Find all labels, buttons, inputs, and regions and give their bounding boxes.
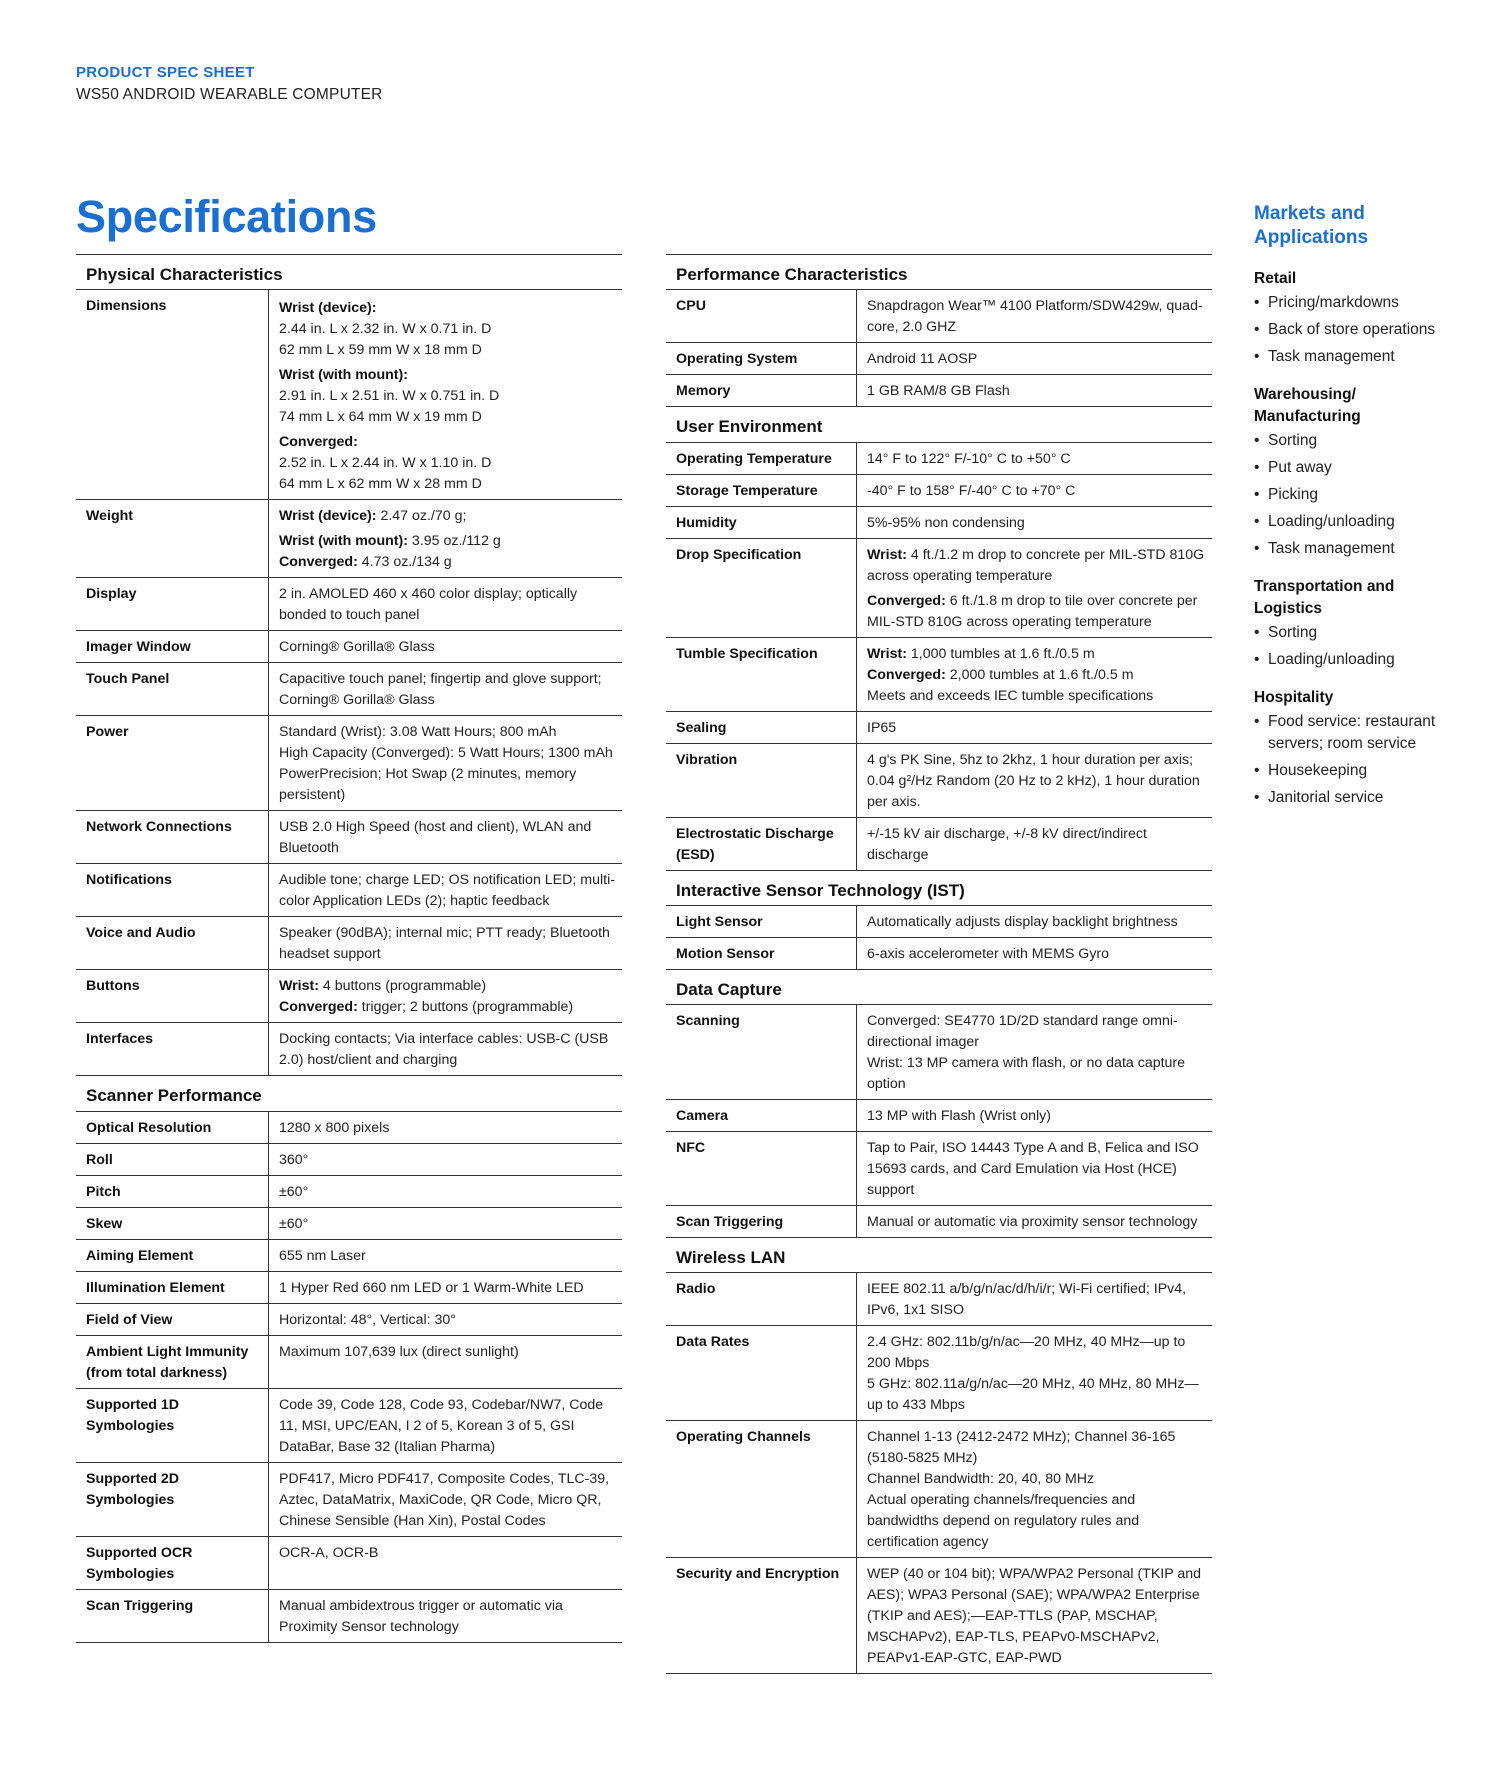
spec-value: 2 in. AMOLED 460 x 460 color display; optically bonded to touch panel (279, 586, 578, 624)
spec-row-esd (666, 818, 1212, 871)
spec-label: Operating Temperature (666, 443, 857, 474)
spec-row-aiming (76, 1240, 622, 1272)
spec-label: Weight (76, 500, 269, 577)
spec-label: Scanning (666, 1005, 857, 1099)
spec-row-sym2d (76, 1463, 622, 1537)
spec-value: PDF417, Micro PDF417, Composite Codes, TLC-39, Aztec, DataMatrix, MaxiCode, QR Code, Micro QR, Chinese Sensible (Han Xin), Postal Codes (279, 1470, 610, 1529)
spec-label: Display (76, 578, 269, 630)
spec-value: Android 11 AOSP (867, 351, 978, 368)
market-item: • Loading/unloading (1254, 649, 1454, 671)
market-heading: Warehousing/ Manufacturing (1254, 386, 1361, 425)
spec-row-network (76, 811, 622, 864)
spec-row-ocr (76, 1537, 622, 1590)
section-title-performance: Performance Characteristics (666, 254, 1212, 290)
spec-row-touch (76, 663, 622, 716)
spec-row-voice (76, 917, 622, 970)
market-item: • Janitorial service (1254, 787, 1454, 809)
market-item: • Food service: restaurant servers; room service (1254, 711, 1454, 755)
spec-value: 2.4 GHz: 802.11b/g/n/ac—20 MHz, 40 MHz—up to 200 Mbps 5 GHz: 802.11a/g/n/ac—20 MHz, 40 MHz, 80 MHz—up to 433 Mbps (867, 1334, 1199, 1414)
spec-value: +/-15 kV air discharge, +/-8 kV direct/indirect discharge (867, 825, 1147, 863)
spec-label: Motion Sensor (666, 938, 857, 969)
header-kicker: PRODUCT SPEC SHEET (76, 64, 255, 81)
section-title-data-capture: Data Capture (666, 970, 1212, 1005)
spec-label: Supported OCR Symbologies (76, 1537, 269, 1589)
spec-row-ambient (76, 1336, 622, 1389)
sidebar-title: Markets and Applications (1254, 203, 1369, 248)
spec-label: Operating Channels (666, 1421, 857, 1557)
spec-label: Sealing (666, 712, 857, 743)
spec-label: Supported 2D Symbologies (76, 1463, 269, 1536)
spec-value: IEEE 802.11 a/b/g/n/ac/d/h/i/r; Wi-Fi certified; IPv4, IPv6, 1x1 SISO (867, 1281, 1187, 1319)
spec-value: USB 2.0 High Speed (host and client), WLAN and Bluetooth (279, 819, 592, 857)
spec-label: Security and Encryption (666, 1558, 857, 1673)
spec-row-camera (666, 1100, 1212, 1132)
spec-row-nfc (666, 1132, 1212, 1206)
spec-value: Wrist (device): 2.44 in. L x 2.32 in. W x 0.71 in. D 62 mm L x 59 mm W x 18 mm D Wrist (with mount): 2.91 in. L x 2.51 in. W x 0.751 in. D 74 mm L x 64 mm W x 19 mm D Converged: 2.52 in. L x 2.44 in. W x 1.10 in. D 64 mm L x 62 mm W x 28 mm D (279, 300, 500, 493)
spec-value: 5%-95% non condensing (867, 514, 1025, 531)
spec-value: 655 nm Laser (279, 1247, 366, 1264)
spec-row-op-temp (666, 443, 1212, 475)
spec-value: Audible tone; charge LED; OS notification LED; multi-color Application LEDs (2); haptic feedback (279, 872, 615, 910)
spec-label: Interfaces (76, 1023, 269, 1075)
spec-label: Skew (76, 1208, 269, 1239)
spec-label: Pitch (76, 1176, 269, 1207)
spec-value: Capacitive touch panel; fingertip and glove support; Corning® Gorilla® Glass (279, 671, 602, 709)
spec-value: 6-axis accelerometer with MEMS Gyro (867, 945, 1110, 962)
spec-label: Field of View (76, 1304, 269, 1335)
market-item: • Sorting (1254, 622, 1454, 644)
spec-label: NFC (666, 1132, 857, 1205)
spec-value: ±60° (279, 1215, 309, 1232)
market-item: • Picking (1254, 484, 1454, 506)
spec-value: Standard (Wrist): 3.08 Watt Hours; 800 mAh High Capacity (Converged): 5 Watt Hours; 1300 mAh PowerPrecision; Hot Swap (2 minutes, memory persistent) (279, 724, 613, 804)
spec-row-scan-triggering (76, 1590, 622, 1643)
spec-value: 13 MP with Flash (Wrist only) (867, 1108, 1051, 1124)
spec-label: Power (76, 716, 269, 810)
spec-column-left (76, 254, 622, 1643)
spec-value: Code 39, Code 128, Code 93, Codebar/NW7, Code 11, MSI, UPC/EAN, I 2 of 5, Korean 3 of 5, GSI DataBar, Base 32 (Italian Pharma) (279, 1396, 604, 1455)
spec-row-skew (76, 1208, 622, 1240)
market-item: • Back of store operations (1254, 319, 1454, 341)
spec-value: Tap to Pair, ISO 14443 Type A and B, Felica and ISO 15693 cards, and Card Emulation via Host (HCE) support (867, 1140, 1199, 1198)
spec-value: Docking contacts; Via interface cables: USB-C (USB 2.0) host/client and charging (279, 1031, 609, 1069)
spec-row-roll (76, 1144, 622, 1176)
spec-row-display (76, 578, 622, 631)
market-heading: Hospitality (1254, 689, 1334, 706)
section-title-user-environment: User Environment (666, 407, 1212, 442)
market-item: • Task management (1254, 346, 1454, 368)
spec-row-sealing (666, 712, 1212, 744)
spec-value: 1 Hyper Red 660 nm LED or 1 Warm-White LED (279, 1279, 584, 1296)
market-group-hospitality (1254, 687, 1454, 809)
section-title-scanner: Scanner Performance (76, 1076, 622, 1111)
spec-row-memory (666, 375, 1212, 407)
market-item: • Put away (1254, 457, 1454, 479)
spec-label: Humidity (666, 507, 857, 538)
spec-row-scanning (666, 1005, 1212, 1100)
spec-row-humidity (666, 507, 1212, 539)
spec-value: Maximum 107,639 lux (direct sunlight) (279, 1343, 519, 1360)
spec-value: Corning® Gorilla® Glass (279, 639, 435, 656)
market-item: • Loading/unloading (1254, 511, 1454, 533)
spec-row-pitch (76, 1176, 622, 1208)
spec-label: Tumble Specification (666, 638, 857, 711)
spec-label: Imager Window (76, 631, 269, 662)
spec-row-drop (666, 539, 1212, 638)
spec-row-light-sensor (666, 906, 1212, 938)
spec-label: Ambient Light Immunity (from total darkness) (76, 1336, 269, 1388)
spec-row-channels (666, 1421, 1212, 1558)
markets-sidebar (1254, 202, 1454, 814)
spec-value: Automatically adjusts display backlight brightness (867, 913, 1178, 930)
spec-value: ±60° (279, 1183, 309, 1200)
spec-value: 1280 x 800 pixels (279, 1119, 390, 1136)
spec-label: Notifications (76, 864, 269, 916)
spec-value: Channel 1-13 (2412-2472 MHz); Channel 36-165 (5180-5825 MHz) Channel Bandwidth: 20, 40, 80 MHz Actual operating channels/frequencies and bandwidths depend on regulatory rules and certification agency (867, 1429, 1176, 1551)
market-group-warehousing (1254, 384, 1454, 560)
market-item: • Task management (1254, 538, 1454, 560)
spec-row-storage-temp (666, 475, 1212, 507)
spec-row-radio (666, 1273, 1212, 1326)
spec-value: 1 GB RAM/8 GB Flash (867, 383, 1010, 400)
spec-label: Buttons (76, 970, 269, 1022)
spec-label: Scan Triggering (666, 1206, 857, 1237)
spec-row-security (666, 1558, 1212, 1674)
section-title-ist: Interactive Sensor Technology (IST) (666, 871, 1212, 906)
spec-value: -40° F to 158° F/-40° C to +70° C (867, 482, 1076, 499)
spec-label: Aiming Element (76, 1240, 269, 1271)
market-heading: Transportation and Logistics (1254, 578, 1395, 617)
spec-value: Manual ambidextrous trigger or automatic via Proximity Sensor technology (279, 1597, 563, 1635)
spec-row-vibration (666, 744, 1212, 818)
spec-row-sym1d (76, 1389, 622, 1463)
market-group-transportation (1254, 576, 1454, 671)
spec-value: 14° F to 122° F/-10° C to +50° C (867, 450, 1071, 467)
spec-label: Scan Triggering (76, 1590, 269, 1642)
spec-row-dimensions (76, 290, 622, 500)
spec-row-fov (76, 1304, 622, 1336)
spec-label: Vibration (666, 744, 857, 817)
spec-value: Speaker (90dBA); internal mic; PTT ready; Bluetooth headset support (279, 925, 610, 963)
spec-label: Camera (666, 1100, 857, 1131)
spec-value: Wrist: 4 ft./1.2 m drop to concrete per MIL-STD 810G across operating temperature Converged: 6 ft./1.8 m drop to tile over concrete per MIL-STD 810G across operating temperature (867, 546, 1205, 630)
spec-row-power (76, 716, 622, 811)
spec-label: Optical Resolution (76, 1112, 269, 1143)
spec-column-right (666, 254, 1212, 1674)
spec-row-motion-sensor (666, 938, 1212, 970)
market-group-retail (1254, 268, 1454, 368)
spec-label: Dimensions (76, 290, 269, 499)
spec-row-imager (76, 631, 622, 663)
spec-label: Electrostatic Discharge (ESD) (666, 818, 857, 870)
market-item: • Pricing/markdowns (1254, 292, 1454, 314)
market-item: • Sorting (1254, 430, 1454, 452)
spec-label: Operating System (666, 343, 857, 374)
spec-label: Illumination Element (76, 1272, 269, 1303)
spec-row-cpu (666, 290, 1212, 343)
spec-label: Storage Temperature (666, 475, 857, 506)
market-heading: Retail (1254, 270, 1297, 287)
spec-value: WEP (40 or 104 bit); WPA/WPA2 Personal (TKIP and AES); WPA3 Personal (SAE); WPA/WPA2 Enterprise (TKIP and AES);—EAP-TTLS (PAP, MSCHAP, MSCHAPv2), EAP-TLS, PEAPv0-MSCHAPv2, PEAPv1-EAP-GTC, EAP-PWD (867, 1566, 1202, 1667)
spec-row-notifications (76, 864, 622, 917)
spec-row-data-rates (666, 1326, 1212, 1421)
spec-value: 360° (279, 1151, 309, 1168)
spec-row-os (666, 343, 1212, 375)
spec-value: Converged: SE4770 1D/2D standard range omni-directional imager Wrist: 13 MP camera with flash, or no data capture option (867, 1013, 1186, 1092)
section-title-wlan: Wireless LAN (666, 1238, 1212, 1273)
spec-value: 4 g's PK Sine, 5hz to 2khz, 1 hour duration per axis; 0.04 g²/Hz Random (20 Hz to 2 kHz), 1 hour duration per axis. (867, 751, 1200, 810)
spec-label: Touch Panel (76, 663, 269, 715)
spec-label: Supported 1D Symbologies (76, 1389, 269, 1462)
spec-label: Data Rates (666, 1326, 857, 1420)
spec-label: Radio (666, 1273, 857, 1325)
spec-value: Wrist (device): 2.47 oz./70 g; Wrist (with mount): 3.95 oz./112 g Converged: 4.73 oz./134 g (279, 508, 501, 571)
header-subtitle: WS50 ANDROID WEARABLE COMPUTER (76, 86, 383, 103)
spec-label: Network Connections (76, 811, 269, 863)
spec-label: Light Sensor (666, 906, 857, 937)
spec-value: Wrist: 1,000 tumbles at 1.6 ft./0.5 m Converged: 2,000 tumbles at 1.6 ft./0.5 m Meets and exceeds IEC tumble specifications (867, 645, 1154, 704)
spec-row-buttons (76, 970, 622, 1023)
spec-row-tumble (666, 638, 1212, 712)
spec-value: IP65 (867, 719, 897, 736)
page-header (76, 64, 383, 104)
spec-label: Voice and Audio (76, 917, 269, 969)
spec-label: Roll (76, 1144, 269, 1175)
spec-label: Memory (666, 375, 857, 406)
spec-row-scan-trigger (666, 1206, 1212, 1238)
spec-row-optical (76, 1112, 622, 1144)
market-item: • Housekeeping (1254, 760, 1454, 782)
spec-value: Wrist: 4 buttons (programmable) Converged: trigger; 2 buttons (programmable) (279, 978, 574, 1016)
spec-label: Drop Specification (666, 539, 857, 637)
spec-value: Manual or automatic via proximity sensor technology (867, 1214, 1198, 1230)
spec-value: OCR-A, OCR-B (279, 1544, 379, 1561)
spec-label: CPU (666, 290, 857, 342)
spec-row-interfaces (76, 1023, 622, 1076)
section-title-physical: Physical Characteristics (76, 254, 622, 290)
spec-row-illumination (76, 1272, 622, 1304)
spec-value: Snapdragon Wear™ 4100 Platform/SDW429w, quad-core, 2.0 GHZ (867, 298, 1203, 336)
spec-value: Horizontal: 48°, Vertical: 30° (279, 1311, 456, 1328)
spec-row-weight (76, 500, 622, 578)
page-title: Specifications (76, 191, 377, 242)
